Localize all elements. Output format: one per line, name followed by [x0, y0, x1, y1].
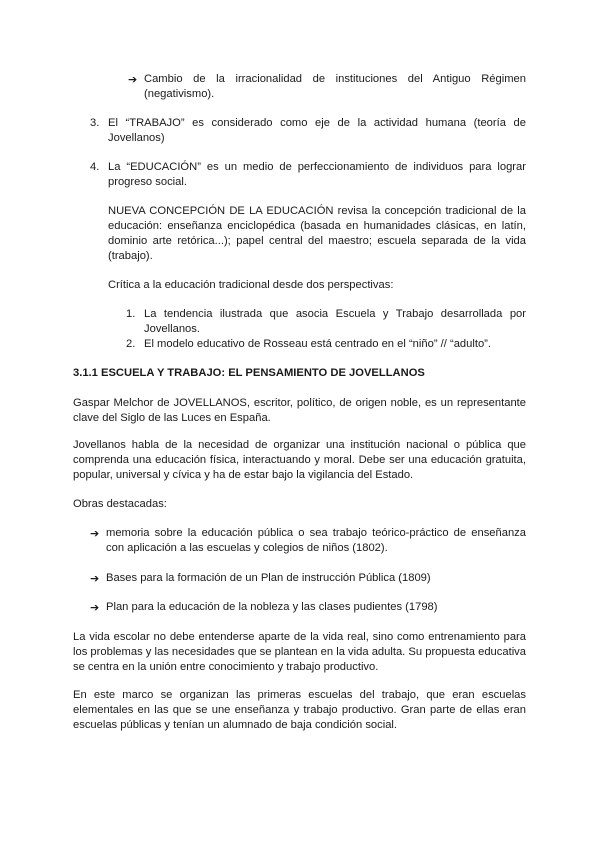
paragraph-national-institution: Jovellanos habla de la necesidad de organizar una institución nacional o pública que comprenda una educación física, interactuando y moral. Debe ser una educación gratuita, popular, universal y cívica y ha de estar bajo la vigilancia del Estado.	[73, 439, 526, 481]
paragraph-school-life: La vida escolar no debe entenderse aparte de la vida real, sino como entrenamiento para los problemas y las necesidades que se plantean en la vida adulta. Su propuesta educativa se centra en la unión entre conocimiento y trabajo productivo.	[73, 631, 526, 673]
critique-item-1	[126, 307, 526, 337]
item-number: 1.	[126, 308, 136, 320]
item-text: El modelo educativo de Rosseau está centrado en el “niño” // “adulto”.	[144, 338, 492, 350]
arrow-icon: ➔	[90, 527, 100, 540]
top-bullet	[128, 72, 526, 102]
new-concept-text: revisa la concepción tradicional de la educación: enseñanza enciclopédica (basada en humanidades clásicas, en latín, dominio arte retórica...); papel central del maestro; escuela separada de la vida (trabajo).	[108, 205, 526, 262]
work-text: Plan para la educación de la nobleza y las clases pudientes (1798)	[106, 601, 438, 613]
item-number: 2.	[126, 338, 136, 350]
work-item-1	[90, 526, 526, 556]
item-number: 3.	[90, 117, 100, 129]
numbered-item-4	[90, 160, 526, 190]
works-intro: Obras destacadas:	[73, 498, 167, 510]
critique-intro: Crítica a la educación tradicional desde dos perspectivas:	[108, 279, 394, 291]
work-text: Bases para la formación de un Plan de instrucción Pública (1809)	[106, 572, 431, 584]
work-item-3	[90, 600, 526, 615]
item-number: 4.	[90, 161, 100, 173]
new-concept-paragraph	[108, 204, 526, 264]
item-text: La “EDUCACIÓN” es un medio de perfeccionamiento de individuos para lograr progreso social.	[108, 161, 526, 188]
top-bullet-text: Cambio de la irracionalidad de instituciones del Antiguo Régimen (negativismo).	[144, 73, 526, 100]
item-text: El “TRABAJO” es considerado como eje de la actividad humana (teoría de Jovellanos)	[108, 117, 526, 144]
work-item-2	[90, 571, 526, 586]
paragraph-work-schools: En este marco se organizan las primeras escuelas del trabajo, que eran escuelas elementales en las que se une enseñanza y trabajo productivo. Gran parte de ellas eran escuelas públicas y tenían un alumnado de baja condición social.	[73, 689, 526, 731]
arrow-icon: ➔	[90, 572, 100, 585]
critique-item-2	[126, 337, 526, 352]
paragraph-jovellanos-intro: Gaspar Melchor de JOVELLANOS, escritor, político, de origen noble, es un representante clave del Siglo de las Luces en España.	[73, 397, 526, 424]
item-text: La tendencia ilustrada que asocia Escuela y Trabajo desarrollada por Jovellanos.	[144, 308, 526, 335]
arrow-icon: ➔	[128, 73, 138, 86]
section-heading: 3.1.1 ESCUELA Y TRABAJO: EL PENSAMIENTO DE JOVELLANOS	[73, 367, 425, 379]
new-concept-label: NUEVA CONCEPCIÓN DE LA EDUCACIÓN	[108, 205, 334, 217]
work-text: memoria sobre la educación pública o sea trabajo teórico-práctico de enseñanza con aplicación a las escuelas y colegios de niños (1802).	[106, 527, 526, 554]
numbered-item-3	[90, 116, 526, 146]
arrow-icon: ➔	[90, 601, 100, 614]
